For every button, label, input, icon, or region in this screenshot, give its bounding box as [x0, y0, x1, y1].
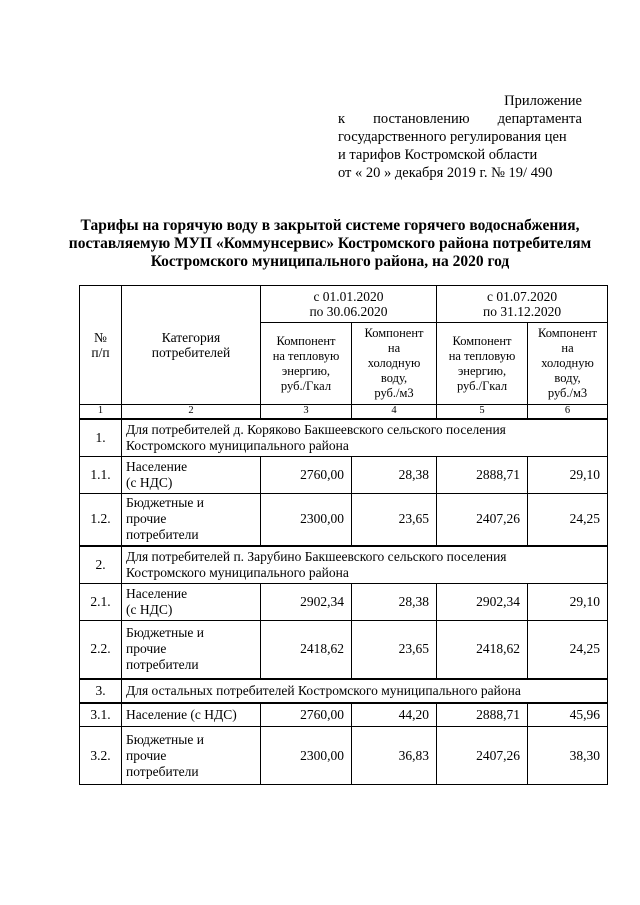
- heat-line: Компонент: [452, 333, 512, 348]
- title-line: Тарифы на горячую воду в закрытой системе горячего водоснабжения,: [80, 217, 580, 234]
- group-title-line: Для остальных потребителей Костромского муниципального района: [126, 682, 521, 698]
- cell-value: 29,10: [528, 457, 608, 494]
- header-category: [122, 286, 261, 405]
- heat-line: руб./Гкал: [456, 378, 508, 393]
- cold-line: руб./м3: [374, 386, 414, 400]
- cell-value: 23,65: [352, 621, 437, 679]
- period-1-from: с 01.01.2020: [313, 289, 384, 304]
- col-number: 2: [122, 405, 261, 419]
- cell-value: 2888,71: [437, 703, 528, 727]
- category-line: Бюджетные и: [126, 731, 204, 747]
- category-line: (с НДС): [126, 475, 173, 490]
- group-title: [122, 546, 608, 584]
- header-num: [80, 286, 122, 405]
- group-row: [80, 679, 608, 703]
- annex-title: Приложение: [504, 93, 582, 109]
- category-line: Бюджетные и: [126, 625, 204, 641]
- annex-line-4: и тарифов Костромской области: [338, 147, 538, 163]
- document-title: [40, 217, 620, 271]
- annex-word: департамента: [497, 111, 582, 127]
- table-row: [80, 584, 608, 621]
- row-number: 3.1.: [80, 703, 122, 727]
- annex-line-2: [338, 110, 582, 128]
- cell-value: 2418,62: [261, 621, 352, 679]
- table-row: [80, 703, 608, 727]
- row-number: 2.2.: [80, 621, 122, 679]
- col-number: 4: [352, 405, 437, 419]
- row-number: 3.2.: [80, 727, 122, 785]
- title-line: поставляемую МУП «Коммунсервис» Костромского района потребителям: [68, 235, 592, 252]
- col-number: 1: [80, 405, 122, 419]
- cell-value: 24,25: [528, 494, 608, 546]
- group-title-line: Для потребителей п. Зарубино Бакшеевского сельского поселения: [126, 548, 507, 564]
- cold-line: Компонент: [364, 326, 424, 340]
- header-num-line: п/п: [91, 345, 110, 360]
- cell-value: 2418,62: [437, 621, 528, 679]
- header-num-line: №: [94, 330, 107, 345]
- group-title: [122, 419, 608, 457]
- annex-line-3: государственного регулирования цен: [338, 129, 567, 145]
- period-1-to: по 30.06.2020: [309, 304, 388, 319]
- cell-value: 28,38: [352, 457, 437, 494]
- category-line: потребители: [126, 763, 199, 779]
- cold-line: холодную: [367, 356, 421, 370]
- cell-value: 2760,00: [261, 457, 352, 494]
- cell-value: 2902,34: [437, 584, 528, 621]
- row-category: [122, 494, 261, 546]
- heat-line: энергию,: [457, 363, 507, 378]
- row-category: [122, 703, 261, 727]
- category-line: прочие: [126, 511, 167, 527]
- category-line: Население: [126, 459, 188, 474]
- row-category: [122, 621, 261, 679]
- cell-value: 44,20: [352, 703, 437, 727]
- group-title-line: Для потребителей д. Коряково Бакшеевского сельского поселения: [126, 421, 506, 437]
- group-number: 1.: [80, 419, 122, 457]
- column-numbers-row: [80, 405, 608, 419]
- header-row-periods: [80, 286, 608, 323]
- heat-line: на тепловую: [272, 348, 340, 363]
- group-row: [80, 419, 608, 457]
- cell-value: 2888,71: [437, 457, 528, 494]
- cell-value: 2407,26: [437, 494, 528, 546]
- cold-line: руб./м3: [547, 386, 588, 400]
- row-number: 1.1.: [80, 457, 122, 494]
- group-number: 3.: [80, 679, 122, 703]
- cold-line: Компонент: [538, 326, 597, 340]
- table-row: [80, 727, 608, 785]
- cell-value: 2902,34: [261, 584, 352, 621]
- header-category-line: Категория: [161, 330, 221, 345]
- heat-line: энергию,: [281, 363, 331, 378]
- category-line: Население: [126, 586, 188, 601]
- cell-value: 45,96: [528, 703, 608, 727]
- category-line: (с НДС): [126, 602, 173, 617]
- annex-word: к: [338, 111, 346, 127]
- col-number: 6: [528, 405, 608, 419]
- cell-value: 2407,26: [437, 727, 528, 785]
- row-number: 1.2.: [80, 494, 122, 546]
- cell-value: 29,10: [528, 584, 608, 621]
- header-heat-component-1: [261, 323, 352, 405]
- cell-value: 2300,00: [261, 727, 352, 785]
- cell-value: 24,25: [528, 621, 608, 679]
- row-number: 2.1.: [80, 584, 122, 621]
- cold-line: воду,: [380, 371, 408, 385]
- group-row: [80, 546, 608, 584]
- heat-line: руб./Гкал: [280, 378, 332, 393]
- table-row: [80, 494, 608, 546]
- annex-line-5: от « 20 » декабря 2019 г. № 19/ 490: [338, 165, 553, 181]
- cold-line: на: [387, 341, 401, 355]
- annex-word: постановлению: [373, 111, 470, 127]
- header-category-line: потребителей: [151, 345, 231, 360]
- category-line: прочие: [126, 641, 167, 657]
- cell-value: 36,83: [352, 727, 437, 785]
- group-title-line: Костромского муниципального района: [126, 564, 349, 580]
- group-title: [122, 679, 608, 703]
- heat-line: Компонент: [276, 333, 336, 348]
- cold-line: на: [561, 341, 574, 355]
- period-2-from: с 01.07.2020: [486, 289, 558, 304]
- category-line: потребители: [126, 527, 199, 543]
- header-heat-component-2: [437, 323, 528, 405]
- cell-value: 38,30: [528, 727, 608, 785]
- cell-value: 2760,00: [261, 703, 352, 727]
- header-period-2: [437, 286, 608, 323]
- header-period-1: [261, 286, 437, 323]
- table-row: [80, 457, 608, 494]
- category-line: Население (с НДС): [126, 706, 237, 722]
- col-number: 5: [437, 405, 528, 419]
- header-cold-component-1: [352, 323, 437, 405]
- annex-block: [338, 92, 582, 182]
- period-2-to: по 31.12.2020: [482, 304, 562, 319]
- row-category: [122, 584, 261, 621]
- cold-line: воду,: [554, 371, 581, 385]
- header-cold-component-2: [528, 323, 608, 405]
- cell-value: 23,65: [352, 494, 437, 546]
- row-category: [122, 457, 261, 494]
- table-row: [80, 621, 608, 679]
- col-number: 3: [261, 405, 352, 419]
- category-line: прочие: [126, 747, 167, 763]
- row-category: [122, 727, 261, 785]
- cell-value: 28,38: [352, 584, 437, 621]
- category-line: Бюджетные и: [126, 495, 204, 511]
- cell-value: 2300,00: [261, 494, 352, 546]
- group-number: 2.: [80, 546, 122, 584]
- tariffs-table: [79, 285, 608, 785]
- heat-line: на тепловую: [448, 348, 516, 363]
- group-title-line: Костромского муниципального района: [126, 437, 349, 453]
- category-line: потребители: [126, 657, 199, 673]
- cold-line: холодную: [541, 356, 594, 370]
- title-line: Костромского муниципального района, на 2020 год: [150, 253, 510, 270]
